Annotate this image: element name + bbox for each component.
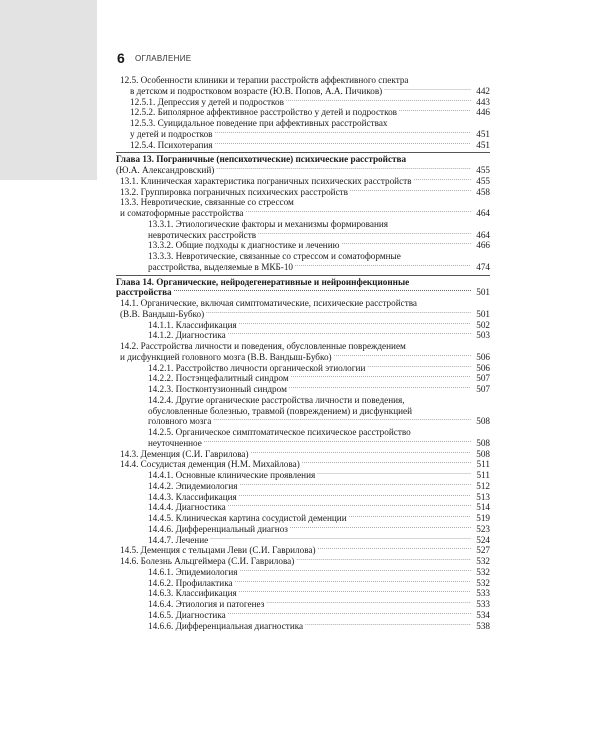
toc-entry-title: 14.4.5. Клиническая картина сосудистой деменции xyxy=(148,513,347,523)
toc-entry-title: (В.В. Вандыш-Бубко) xyxy=(120,308,205,319)
toc-entry-title: 14.6.5. Диагностика xyxy=(148,609,226,620)
toc-page-number: 511 xyxy=(476,470,490,480)
toc-entry-title: головного мозга xyxy=(148,416,212,427)
toc-page-number: 466 xyxy=(476,240,490,251)
toc-entry-12-5-4[interactable] xyxy=(116,140,490,151)
toc-entry-13-3-2[interactable] xyxy=(116,240,490,251)
toc-entry-title: 14.6. Болезнь Альцгеймера (С.И. Гаврилова) xyxy=(120,556,295,566)
toc-page-number: 532 xyxy=(476,566,490,577)
toc-entry-title: 14.4.7. Лечение xyxy=(148,534,209,545)
toc-entry-14-6-6[interactable] xyxy=(116,621,490,632)
toc-entry-14-2-4[interactable] xyxy=(116,416,490,427)
toc-entry-title: 14.4.4. Диагностика xyxy=(148,502,226,513)
toc-chapter-14[interactable] xyxy=(116,287,490,298)
toc-page-number: 506 xyxy=(476,362,490,373)
toc-entry-13-3-1-line1: 13.3.1. Этиологические факторы и механизмы формирования xyxy=(148,218,389,229)
leader-dots xyxy=(295,258,471,271)
leader-dots xyxy=(246,204,471,217)
toc-page-number: 464 xyxy=(476,208,490,218)
toc-page-number: 501 xyxy=(476,287,490,298)
toc-page-number: 442 xyxy=(476,85,490,96)
page-header xyxy=(117,52,497,68)
toc-entry-title: 13.1. Клиническая характеристика пограничных психических расстройств xyxy=(120,175,412,186)
leader-dots xyxy=(174,283,471,296)
toc-page-number: 443 xyxy=(476,96,490,107)
toc-page-number: 506 xyxy=(476,351,490,362)
toc-entry-12-5-3-line1: 12.5.3. Суицидальное поведение при аффективных расстройствах xyxy=(130,118,388,128)
toc-entry-title: неуточненное xyxy=(148,437,202,448)
toc-page-number: 501 xyxy=(476,308,490,319)
toc-page-number: 538 xyxy=(476,620,490,631)
leader-dots xyxy=(399,103,471,116)
toc-entry-title: 14.1.1. Классификация xyxy=(148,319,237,330)
toc-page-number: 508 xyxy=(476,416,490,427)
toc-entry-title: 14.4.6. Дифференциальный диагноз xyxy=(148,523,288,534)
toc-entry-title: 13.3.2. Общие подходы к диагностике и лечению xyxy=(148,240,340,251)
toc-entry-14-1-2[interactable] xyxy=(116,330,490,341)
toc-entry-title: 14.6.4. Этиология и патогенез xyxy=(148,599,265,609)
toc-page-number: 533 xyxy=(476,599,490,609)
toc-page-number: 532 xyxy=(476,577,490,588)
toc-entry-13-3-line1: 13.3. Невротические, связанные со стрессом xyxy=(120,197,294,208)
toc-page-number: 508 xyxy=(476,437,490,448)
toc-entry-14-1-line1: 14.1. Органические, включая симптоматические, психические расстройства xyxy=(120,298,418,308)
toc-page-number: 523 xyxy=(476,523,490,534)
toc-page-number: 503 xyxy=(476,330,490,341)
toc-entry-14-2-line1: 14.2. Расстройства личности и поведения, обусловленные повреждением xyxy=(120,341,406,351)
leader-dots xyxy=(215,136,471,149)
toc-page-number: 514 xyxy=(476,502,490,513)
margin-gray-band xyxy=(0,0,97,180)
toc-page-number: 513 xyxy=(476,491,490,502)
toc-entry-14-2-4-line1: 14.2.4. Другие органические расстройства личности и поведения, xyxy=(148,394,405,405)
running-head: ОГЛАВЛЕНИЕ xyxy=(135,54,192,63)
toc-entry-title: 14.2.2. Постэнцефалитный синдром xyxy=(148,373,289,384)
toc-page-number: 527 xyxy=(476,545,490,556)
toc-entry-title: 12.5.1. Депрессия у детей и подростков xyxy=(130,96,284,107)
toc-page-number: 524 xyxy=(476,534,490,545)
toc-entry-title: в детском и подростковом возрасте (Ю.В. Попов, А.А. Пичиков) xyxy=(130,85,383,96)
chapter-14-heading: Глава 14. Органические, нейродегенеративные и нейроинфекционные xyxy=(116,276,410,287)
toc-entry-title: 14.4.1. Основные клинические проявления xyxy=(148,470,316,480)
toc-page-number: 533 xyxy=(476,588,490,599)
toc-entry-13-2[interactable] xyxy=(116,187,490,198)
toc-page-number: 532 xyxy=(476,556,490,566)
leader-dots xyxy=(289,380,471,393)
toc-page-number: 458 xyxy=(476,186,490,197)
toc-page-number: 511 xyxy=(476,459,490,470)
toc-entry-title: 13.2. Группировка пограничных психических расстройств xyxy=(120,186,349,197)
leader-dots xyxy=(341,236,471,249)
toc-page-number: 507 xyxy=(476,384,490,394)
toc-entry-title: 14.3. Деменция (С.И. Гаврилова) xyxy=(120,448,249,459)
toc-entry-12-5-line1: 12.5. Особенности клиники и терапии расстройств аффективного спектра xyxy=(120,75,409,85)
chapter-divider xyxy=(116,275,490,276)
toc-entry-title: расстройства xyxy=(116,287,172,298)
toc-page-number: 464 xyxy=(476,229,490,240)
leader-dots xyxy=(305,617,471,630)
toc-entry-title: 14.6.2. Профилактика xyxy=(148,577,233,588)
toc-entry-title: 14.4.3. Классификация xyxy=(148,491,237,502)
toc-page-number: 534 xyxy=(476,609,490,620)
leader-dots xyxy=(350,183,471,196)
toc-page-number: 451 xyxy=(476,128,490,139)
toc-page-number: 455 xyxy=(476,175,490,186)
toc-entry-12-5-2[interactable] xyxy=(116,107,490,118)
toc-entry-13-3-3[interactable] xyxy=(116,262,490,273)
toc-entry-title: 14.5. Деменция с тельцами Леви (С.И. Гаврилова) xyxy=(120,545,316,556)
toc-page-number: 512 xyxy=(476,480,490,491)
toc-page-number: 502 xyxy=(476,319,490,330)
toc-entry-title: 12.5.4. Психотерапия xyxy=(130,139,213,150)
toc-entry-title: 14.4.2. Эпидемиология xyxy=(148,480,238,491)
toc-page-number: 455 xyxy=(476,165,490,175)
leader-dots xyxy=(213,412,471,425)
toc-page-number: 508 xyxy=(476,448,490,459)
toc-entry-title: (Ю.А. Александровский) xyxy=(116,165,215,175)
toc-entry-title: и соматоформные расстройства xyxy=(120,208,244,218)
toc-entry-title: и дисфункцией головного мозга (В.В. Вандыш-Бубко) xyxy=(120,351,332,362)
toc-entry-title: невротических расстройств xyxy=(148,229,257,240)
chapter-13-heading: Глава 13. Пограничные (непсихотические) психические расстройства xyxy=(116,154,407,165)
page-number: 6 xyxy=(117,50,125,66)
toc-entry-14-2-5-line1: 14.2.5. Органическое симптоматическое психическое расстройство xyxy=(148,427,411,437)
toc-page-number: 474 xyxy=(476,261,490,272)
toc-page-number: 446 xyxy=(476,107,490,118)
toc-page-number: 451 xyxy=(476,139,490,150)
toc-entry-title: 14.4. Сосудистая деменция (Н.М. Михайлова) xyxy=(120,459,300,470)
toc-entry-14-2-3[interactable] xyxy=(116,384,490,395)
toc-entry-title: 14.6.6. Дифференциальная диагностика xyxy=(148,620,304,631)
table-of-contents xyxy=(116,75,490,631)
toc-entry-title: 14.2.1. Расстройство личности органической этиологии xyxy=(148,362,366,373)
toc-entry-13-3[interactable] xyxy=(116,208,490,219)
toc-entry-title: 14.1.2. Диагностика xyxy=(148,330,226,341)
chapter-divider xyxy=(116,152,490,153)
toc-entry-title: 14.6.1. Эпидемиология xyxy=(148,566,238,577)
toc-page-number: 507 xyxy=(476,373,490,384)
toc-entry-title: 14.6.3. Классификация xyxy=(148,588,237,599)
toc-entry-13-3-3-line1: 13.3.3. Невротические, связанные со стрессом и соматоформные xyxy=(148,251,401,261)
toc-entry-title: расстройства, выделяемые в МКБ-10 xyxy=(148,261,294,272)
toc-entry-title: 12.5.2. Биполярное аффективное расстройство у детей и подростков xyxy=(130,107,398,118)
toc-entry-title: у детей и подростков xyxy=(130,128,213,139)
toc-entry-title: 14.2.3. Постконтузионный синдром xyxy=(148,384,287,394)
leader-dots xyxy=(228,326,471,339)
toc-entry-14-2-4-line2: обусловленные болезнью, травмой (повреждением) и дисфункцией xyxy=(148,405,413,416)
toc-page-number: 519 xyxy=(476,513,490,523)
